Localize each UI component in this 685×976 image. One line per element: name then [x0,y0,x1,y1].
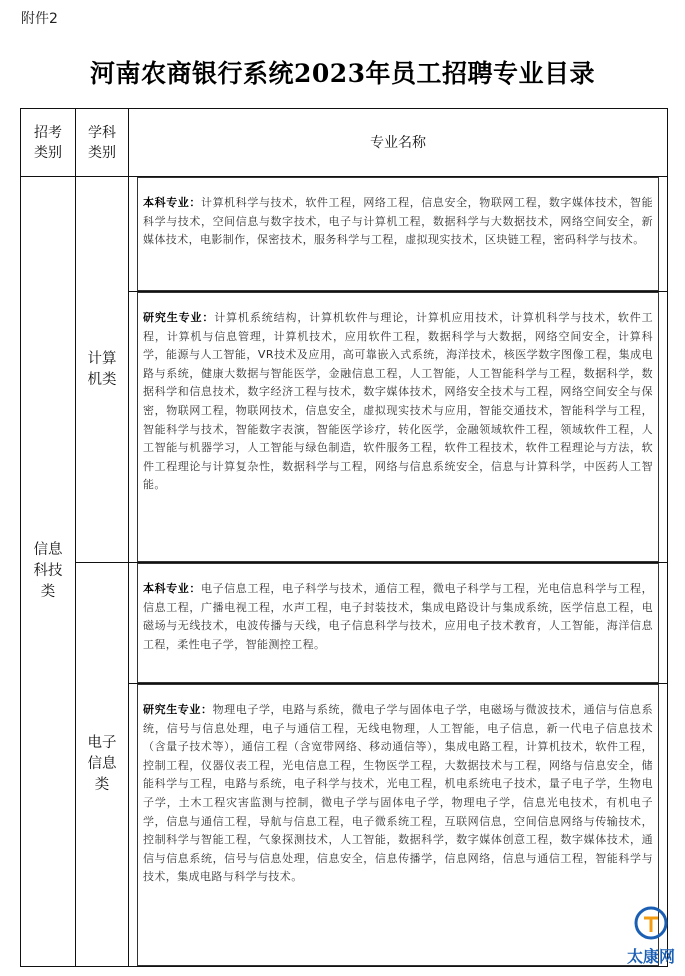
category-line2: 科技 [33,563,63,579]
header-category-line2: 类别 [34,144,62,161]
computer-undergrad-cell [129,177,668,292]
page-title: 河南农商银行系统2023年员工招聘专业目录 [89,59,596,88]
category-line1: 信息 [33,542,63,558]
computer-grad-label: 研究生专业： [143,311,215,324]
table-row [21,563,668,684]
electronic-grad-box [137,684,659,966]
tk-logo-icon [634,906,668,940]
discipline-computer-cell [76,177,129,563]
electronic-undergrad-label: 本科专业： [143,582,201,595]
attachment-label: 附件2 [21,11,58,27]
category-line3: 类 [40,584,56,600]
computer-undergrad-box [137,177,659,291]
electronic-undergrad-cell [129,563,668,684]
header-major: 专业名称 [129,109,668,177]
discipline-electronic-line3: 类 [94,777,110,793]
computer-undergrad-text: 计算机科学与技术，软件工程，网络工程，信息安全，物联网工程，数字媒体技术，智能科学与技术，空间信息与数字技术，电子与计算机工程，数据科学与大数据技术，网络空间安全，新媒体技术，电影制作，保密技术，服务科学与工程，虚拟现实技术，区块链工程，密码科学与技术。 [143,196,653,247]
discipline-electronic-line1: 电子 [87,735,117,751]
table-header-row [21,109,668,177]
electronic-undergrad-text: 电子信息工程，电子科学与技术，通信工程，微电子科学与工程，光电信息科学与工程，信息工程，广播电视工程，水声工程，电子封装技术，集成电路设计与集成系统，医学信息工程，电磁场与无线技术，电波传播与天线，电子信息科学与技术，应用电子技术教育，人工智能，海洋信息工程，柔性电子学，智能测控工程。 [143,582,653,651]
computer-grad-text: 计算机系统结构，计算机软件与理论，计算机应用技术，计算机科学与技术，软件工程，计算机与信息管理，计算机技术，应用软件工程，数据科学与大数据，网络空间安全，计算科学，能源与人工智能，VR技术及应用，高可靠嵌入式系统，海洋技术，核医学数字图像工程，集成电路与系统，健康大数据与智能医学，金融信息工程，人工智能，人工智能科学与工程，数据科学，数据科学和信息技术，数字经济工程与技术，数字媒体技术，网络安全技术与工程，网络空间安全与保密，物联网工程，物联网技术，信息安全，虚拟现实技术与应用，智能交通技术，智能科学与工程，智能科学与技术，智能数字表演，智能医学诊疗，转化医学，金融领域软件工程，领域软件工程，人工智能与机器学习，人工智能与绿色制造，软件服务工程，软件工程技术，软件工程理论与方法，软件工程理论与计算复杂性，数据科学与工程，网络与信息系统安全，信息与计算科学，中医药人工智能。 [143,311,653,492]
electronic-grad-cell [129,684,668,967]
computer-grad-box [137,292,659,562]
discipline-electronic-cell [76,563,129,967]
watermark [622,906,680,970]
header-category [21,109,76,177]
header-discipline-line2: 类别 [88,144,116,161]
header-discipline-line1: 学科 [88,124,116,141]
electronic-grad-text: 物理电子学，电路与系统，微电子学与固体电子学，电磁场与微波技术，通信与信息系统，信号与信息处理，电子与通信工程，无线电物理，人工智能，电子信息，新一代电子信息技术（含量子技术等），通信工程（含宽带网络、移动通信等），集成电路工程，计算机技术，软件工程，控制工程，仪器仪表工程，光电信息工程，生物医学工程，大数据技术与工程，网络与信息安全，储能科学与工程，电路与系统，电子科学与技术，光电工程，机电系统电子技术，量子电子学，生物电子学，土木工程灾害监测与控制，微电子学与固体电子学，物理电子学，信息光电技术，有机电子学，信息与通信工程，导航与信息工程，电子微系统工程，互联网信息，空间信息网络与传输技术，控制科学与智能工程，气象探测技术，人工智能，数据科学，数字媒体创意工程，数字媒体技术，通信与信息系统，信号与信息处理，信息安全，信息传播学，信息网络，信息与通信工程，智能科学与技术，集成电路与科学与技术。 [143,703,653,884]
electronic-grad-label: 研究生专业： [143,703,213,716]
discipline-electronic-line2: 信息 [87,756,117,772]
major-catalog-table [20,108,668,967]
computer-undergrad-label: 本科专业： [143,196,201,209]
table-row [21,177,668,292]
discipline-computer-line1: 计算 [87,350,117,367]
electronic-undergrad-box [137,563,659,683]
computer-grad-cell [129,292,668,563]
header-category-line1: 招考 [34,124,62,141]
watermark-text: 太康网 [626,947,675,966]
header-discipline [76,109,129,177]
category-cell [21,177,76,967]
discipline-computer-line2: 机类 [87,371,117,388]
